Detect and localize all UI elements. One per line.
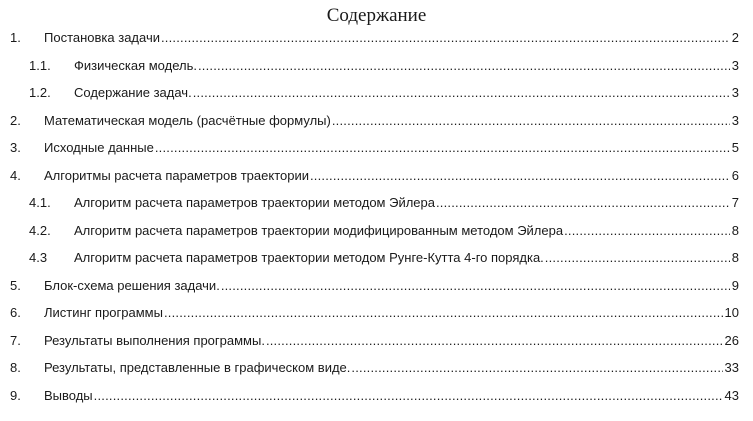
toc-dot-leader	[155, 139, 730, 157]
toc-entry-number: 8.	[10, 360, 21, 375]
toc-entry-8[interactable]	[0, 359, 753, 387]
toc-entry-text: Выводы	[44, 387, 93, 403]
toc-entry-number: 4.	[10, 167, 21, 183]
toc-entry-page: 3	[731, 85, 739, 100]
toc-entry-text: Содержание задач.	[74, 85, 192, 100]
toc-entry-page: 8	[731, 222, 739, 238]
toc-entry-page: 26	[724, 332, 739, 348]
toc-entry-1-1[interactable]	[0, 57, 753, 85]
toc-entry-4-1[interactable]	[0, 194, 753, 222]
toc-entry-page: 8	[731, 250, 739, 265]
toc-entry-text: Физическая модель.	[74, 57, 197, 73]
toc-entry-9[interactable]	[0, 387, 753, 415]
toc-entry-text: Алгоритмы расчета параметров траектории	[44, 167, 309, 183]
toc-dot-leader	[221, 277, 730, 295]
toc-entry-4-3[interactable]	[0, 249, 753, 277]
toc-dot-leader	[164, 304, 723, 322]
toc-dot-leader	[161, 29, 730, 47]
toc-entry-text: Блок-схема решения задачи.	[44, 277, 220, 293]
toc-dot-leader	[332, 112, 730, 130]
toc-entry-number: 1.1.	[29, 57, 51, 73]
toc-entry-text: Алгоритм расчета параметров траектории методом Эйлера	[74, 195, 435, 210]
toc-entry-number: 3.	[10, 140, 21, 155]
toc-entry-page: 3	[731, 57, 739, 73]
toc-entry-4-2[interactable]	[0, 222, 753, 250]
toc-entry-text: Алгоритм расчета параметров траектории модифицированным методом Эйлера	[74, 222, 564, 238]
toc-entry-text: Результаты, представленные в графическом виде.	[44, 360, 351, 375]
toc-entry-text: Алгоритм расчета параметров траектории методом Рунге-Кутта 4-го порядка.	[74, 250, 544, 265]
toc-entry-page: 9	[731, 277, 739, 293]
toc-entry-page: 43	[724, 387, 739, 403]
toc-list	[0, 29, 753, 414]
toc-entry-page: 5	[731, 140, 739, 155]
toc-entry-page: 7	[731, 195, 739, 210]
toc-entry-text: Постановка задачи	[44, 30, 160, 45]
toc-entry-number: 5.	[10, 277, 21, 293]
toc-dot-leader	[564, 222, 730, 240]
toc-entry-number: 4.3	[29, 250, 48, 265]
toc-entry-number: 7.	[10, 332, 21, 348]
toc-entry-page: 6	[731, 167, 739, 183]
toc-entry-7[interactable]	[0, 332, 753, 360]
toc-entry-text: Исходные данные	[44, 140, 154, 155]
toc-entry-number: 1.	[10, 30, 21, 45]
toc-dot-leader	[193, 84, 730, 102]
toc-dot-leader	[545, 249, 730, 267]
toc-entry-3[interactable]	[0, 139, 753, 167]
toc-entry-number: 2.	[10, 112, 21, 128]
toc-entry-page: 2	[731, 30, 739, 45]
toc-entry-1[interactable]	[0, 29, 753, 57]
toc-entry-4[interactable]	[0, 167, 753, 195]
toc-dot-leader	[94, 387, 723, 405]
toc-entry-page: 10	[724, 305, 739, 320]
toc-entry-text: Листинг программы	[44, 305, 163, 320]
toc-entry-text: Математическая модель (расчётные формулы)	[44, 112, 331, 128]
toc-entry-number: 4.2.	[29, 222, 51, 238]
toc-entry-1-2[interactable]	[0, 84, 753, 112]
toc-entry-page: 3	[731, 112, 739, 128]
toc-dot-leader	[198, 57, 730, 75]
toc-entry-page: 33	[724, 360, 739, 375]
toc-entry-number: 4.1.	[29, 195, 51, 210]
toc-entry-number: 6.	[10, 305, 21, 320]
toc-dot-leader	[351, 359, 722, 377]
toc-entry-6[interactable]	[0, 304, 753, 332]
toc-entry-2[interactable]	[0, 112, 753, 140]
toc-dot-leader	[310, 167, 730, 185]
toc-dot-leader	[436, 194, 730, 212]
toc-dot-leader	[266, 332, 723, 350]
toc-title: Содержание	[326, 5, 427, 26]
toc-entry-number: 1.2.	[29, 85, 51, 100]
toc-entry-5[interactable]	[0, 277, 753, 305]
toc-entry-text: Результаты выполнения программы.	[44, 332, 265, 348]
toc-entry-number: 9.	[10, 387, 21, 403]
